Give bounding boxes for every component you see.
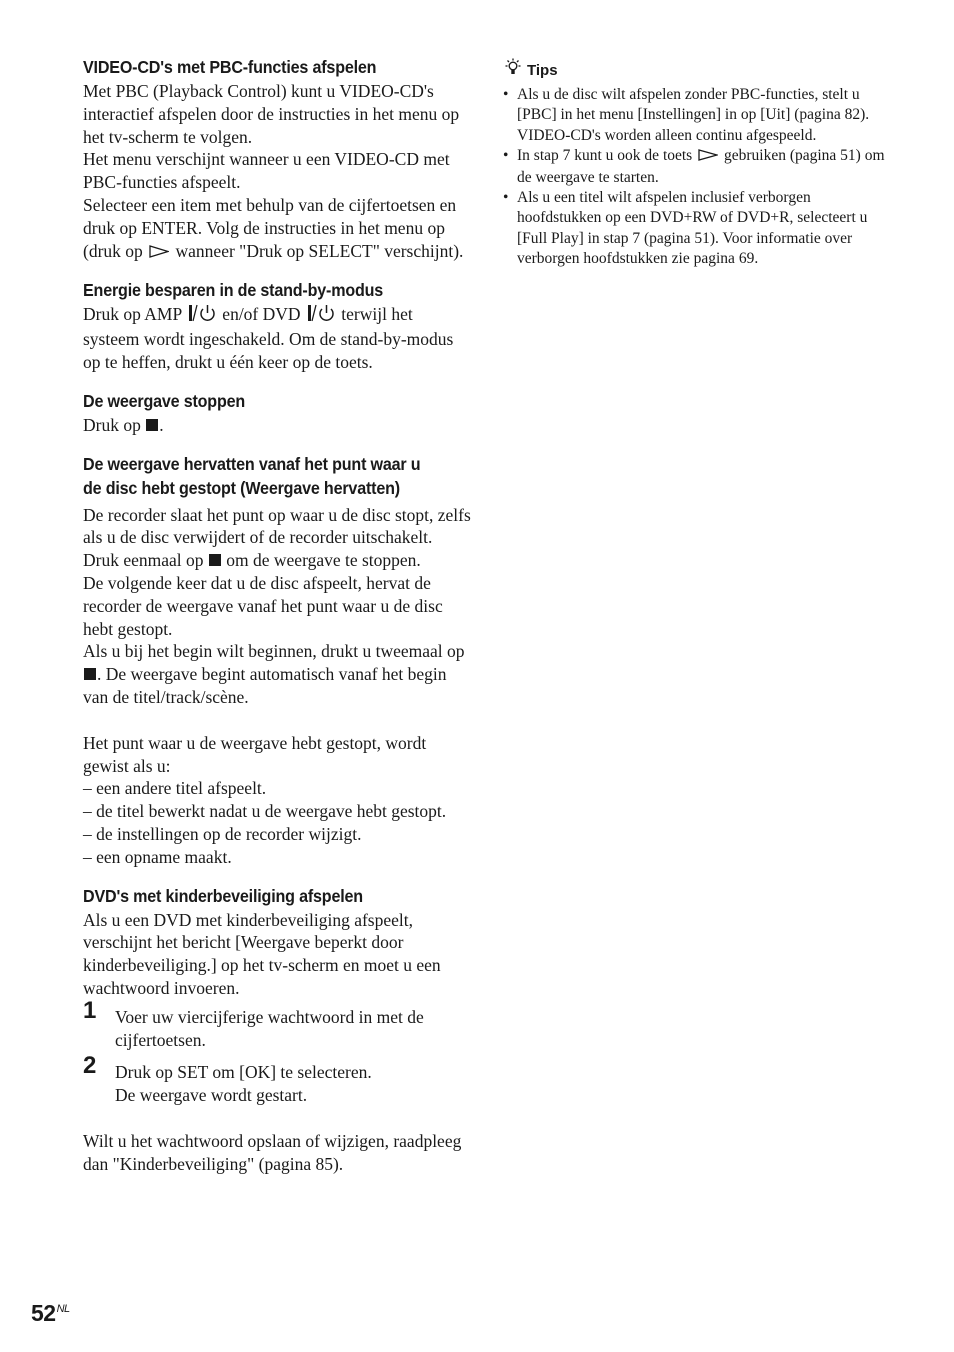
section-heading: Energie besparen in de stand-by-modus: [83, 280, 384, 301]
stop-square-icon: [84, 668, 96, 680]
step-1: [83, 996, 471, 1052]
step-number: 1: [83, 996, 97, 1024]
tip-item: • Als u de disc wilt afspelen zonder PBC-functies, stelt u [PBC] in het menu [Instellingen] in op [Uit] (pagina 82). VIDEO-CD's worden alleen continu afgespeeld.: [503, 85, 893, 146]
step-number: 2: [83, 1052, 97, 1080]
tip-item: • Als u een titel wilt afspelen inclusief verborgen hoofdstukken op een DVD+RW of DVD+R, selecteert u [Full Play] in stap 7 (pagina 51). Voor informatie over verborgen hoofdstukken zie pagina 69.: [503, 188, 893, 270]
paragraph: Als u bij het begin wilt beginnen, drukt u tweemaal op . De weergave begint automatisch vanaf het begin van de titel/track/scène.: [83, 641, 465, 707]
lightbulb-icon: [503, 58, 523, 83]
section-heading: DVD's met kinderbeveiliging afspelen: [83, 885, 363, 906]
paragraph: Druk op .: [83, 414, 164, 435]
list-item: – de instellingen op de recorder wijzigt.: [83, 823, 362, 844]
tips-header: [503, 58, 893, 83]
step-2: [83, 1052, 471, 1107]
stop-square-icon: [146, 419, 158, 431]
step-result: De weergave wordt gestart.: [115, 1085, 308, 1106]
paragraph: Wilt u het wachtwoord opslaan of wijzigen, raadpleeg dan "Kinderbeveiliging" (pagina 85).: [83, 1130, 462, 1174]
step-text: Voer uw viercijferige wachtwoord in met de cijfertoetsen.: [115, 1006, 424, 1050]
spacer: [83, 709, 471, 732]
page-number: $52^{NL}$: [31, 1300, 70, 1326]
paragraph: De recorder slaat het punt op waar u de disc stopt, zelfs als u de disc verwijdert of de recorder uitschakelt.: [83, 504, 471, 548]
tips-column: [503, 58, 893, 270]
tips-title: Tips: [527, 62, 558, 79]
step-text: Druk op SET om [OK] te selecteren.: [115, 1062, 372, 1083]
section-stop: [83, 390, 471, 437]
section-standby: [83, 279, 471, 373]
tip-item: • In stap 7 kunt u ook de toets gebruiken (pagina 51) om de weergave te starten.: [503, 146, 893, 188]
section-heading: VIDEO-CD's met PBC-functies afspelen: [83, 57, 377, 77]
power-standby-icon: [306, 304, 336, 328]
condition-list: [83, 777, 471, 868]
play-triangle-icon: [698, 147, 718, 167]
play-triangle-icon: [149, 241, 169, 264]
section-heading: de disc hebt gestopt (Weergave hervatten): [83, 477, 400, 498]
main-column: [83, 56, 471, 1191]
section-pbc: [83, 56, 471, 263]
section-parental: [83, 885, 471, 1176]
section-heading: De weergave stoppen: [83, 390, 246, 411]
paragraph: Druk eenmaal op om de weergave te stoppen.: [83, 550, 421, 571]
paragraph: Met PBC (Playback Control) kunt u VIDEO-CD's interactief afspelen door de instructies in het menu op het tv-scherm te volgen.: [83, 81, 460, 147]
paragraph: Als u een DVD met kinderbeveiliging afspeelt, verschijnt het bericht [Weergave beperkt door kinderbeveiliging.] op het tv-scherm en moet u een wachtwoord invoeren.: [83, 909, 441, 998]
section-resume: [83, 453, 471, 869]
tips-list: [503, 85, 893, 270]
step-text-block: [115, 1061, 372, 1107]
section-heading: De weergave hervatten vanaf het punt waar u: [83, 453, 421, 474]
list-item: – een opname maakt.: [83, 846, 232, 867]
spacer: [83, 1107, 471, 1130]
paragraph: De volgende keer dat u de disc afspeelt, hervat de recorder de weergave vanaf het punt waar u de disc hebt gestopt.: [83, 572, 443, 639]
paragraph: Het menu verschijnt wanneer u een VIDEO-CD met PBC-functies afspeelt.: [83, 149, 450, 193]
language-code: NL: [56, 1303, 70, 1315]
list-item: – een andere titel afspeelt.: [83, 778, 267, 799]
power-standby-icon: [187, 304, 217, 328]
paragraph: Het punt waar u de weergave hebt gestopt, wordt gewist als u:: [83, 732, 427, 776]
paragraph: Druk op AMP en/of DVD terwijl het systeem wordt ingeschakeld. Om de stand-by-modus op te heffen, drukt u één keer op de toets.: [83, 304, 454, 372]
stop-square-icon: [209, 554, 221, 566]
list-item: – de titel bewerkt nadat u de weergave hebt gestopt.: [83, 801, 447, 822]
paragraph: Selecteer een item met behulp van de cijfertoetsen en druk op ENTER. Volg de instructies in het menu op (druk op wanneer "Druk op SELECT" verschijnt).: [83, 194, 471, 263]
